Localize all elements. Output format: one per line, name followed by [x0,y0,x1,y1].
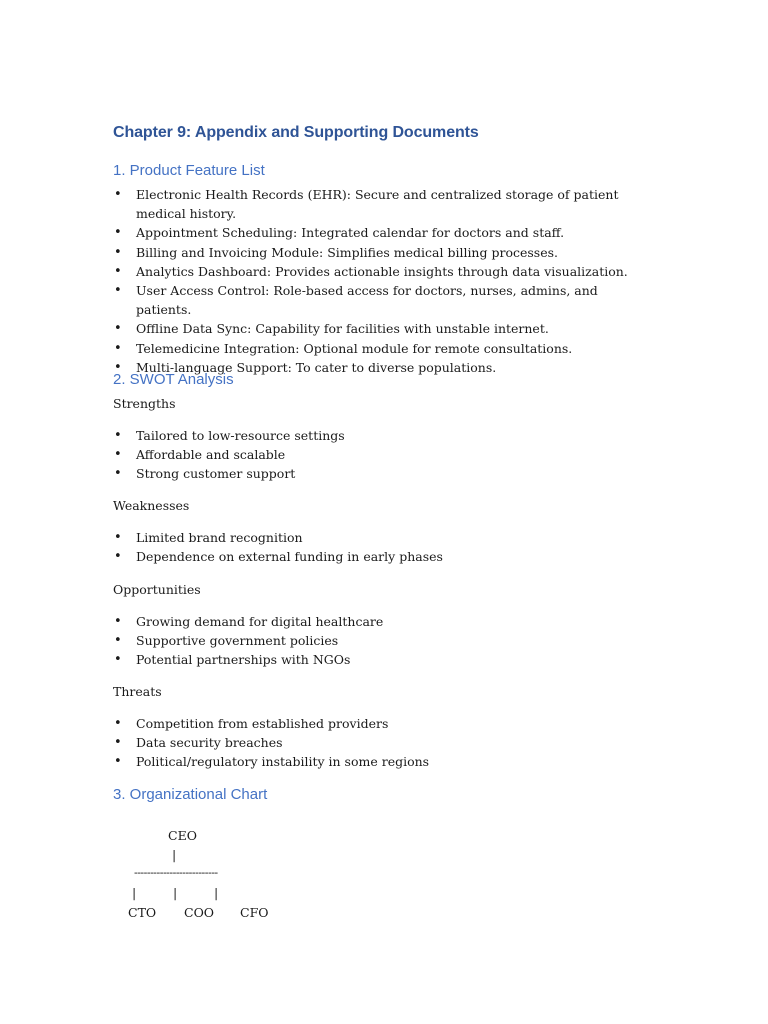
list-item: • Electronic Health Records (EHR): Secure and centralized storage of patient medical history. [113,185,633,223]
list-item: • Analytics Dashboard: Provides actionable insights through data visualization. [113,262,633,281]
org-node-coo: COO [184,905,215,920]
org-connector-middle: | [173,885,178,900]
swot-strengths-list [113,426,633,484]
swot-weaknesses-label: Weaknesses [113,498,190,513]
list-item: • User Access Control: Role-based access for doctors, nurses, admins, and patients. [113,281,633,319]
list-item: • Affordable and scalable [113,445,633,464]
list-item: • Data security breaches [113,733,633,752]
list-item: • Tailored to low-resource settings [113,426,633,445]
chapter-title: Chapter 9: Appendix and Supporting Documents [113,124,479,141]
list-item: • Potential partnerships with NGOs [113,650,633,669]
list-item: • Growing demand for digital healthcare [113,612,633,631]
list-item: • Competition from established providers [113,714,633,733]
section-heading-product-features: 1. Product Feature List [113,162,265,179]
product-feature-list [113,185,633,377]
org-connector-horizontal: -------------------------- [134,866,218,879]
list-item: • Appointment Scheduling: Integrated calendar for doctors and staff. [113,223,633,242]
org-connector-left: | [132,885,137,900]
list-item: • Limited brand recognition [113,528,633,547]
section-heading-swot: 2. SWOT Analysis [113,371,234,388]
org-connector-vertical: | [172,847,177,862]
swot-weaknesses-list [113,528,633,566]
list-item: • Telemedicine Integration: Optional module for remote consultations. [113,339,633,358]
org-node-cfo: CFO [240,905,269,920]
org-node-ceo: CEO [168,828,197,843]
org-connector-right: | [214,885,219,900]
org-node-cto: CTO [128,905,157,920]
swot-opportunities-label: Opportunities [113,582,201,597]
list-item: • Offline Data Sync: Capability for facilities with unstable internet. [113,319,633,338]
list-item: • Multi-language Support: To cater to diverse populations. [113,358,633,377]
swot-threats-list [113,714,633,772]
list-item: • Strong customer support [113,464,633,483]
list-item: • Billing and Invoicing Module: Simplifies medical billing processes. [113,243,633,262]
swot-opportunities-list [113,612,633,670]
swot-strengths-label: Strengths [113,396,176,411]
list-item: • Dependence on external funding in early phases [113,547,633,566]
list-item: • Political/regulatory instability in some regions [113,752,633,771]
section-heading-org-chart: 3. Organizational Chart [113,786,268,803]
list-item: • Supportive government policies [113,631,633,650]
swot-threats-label: Threats [113,684,162,699]
